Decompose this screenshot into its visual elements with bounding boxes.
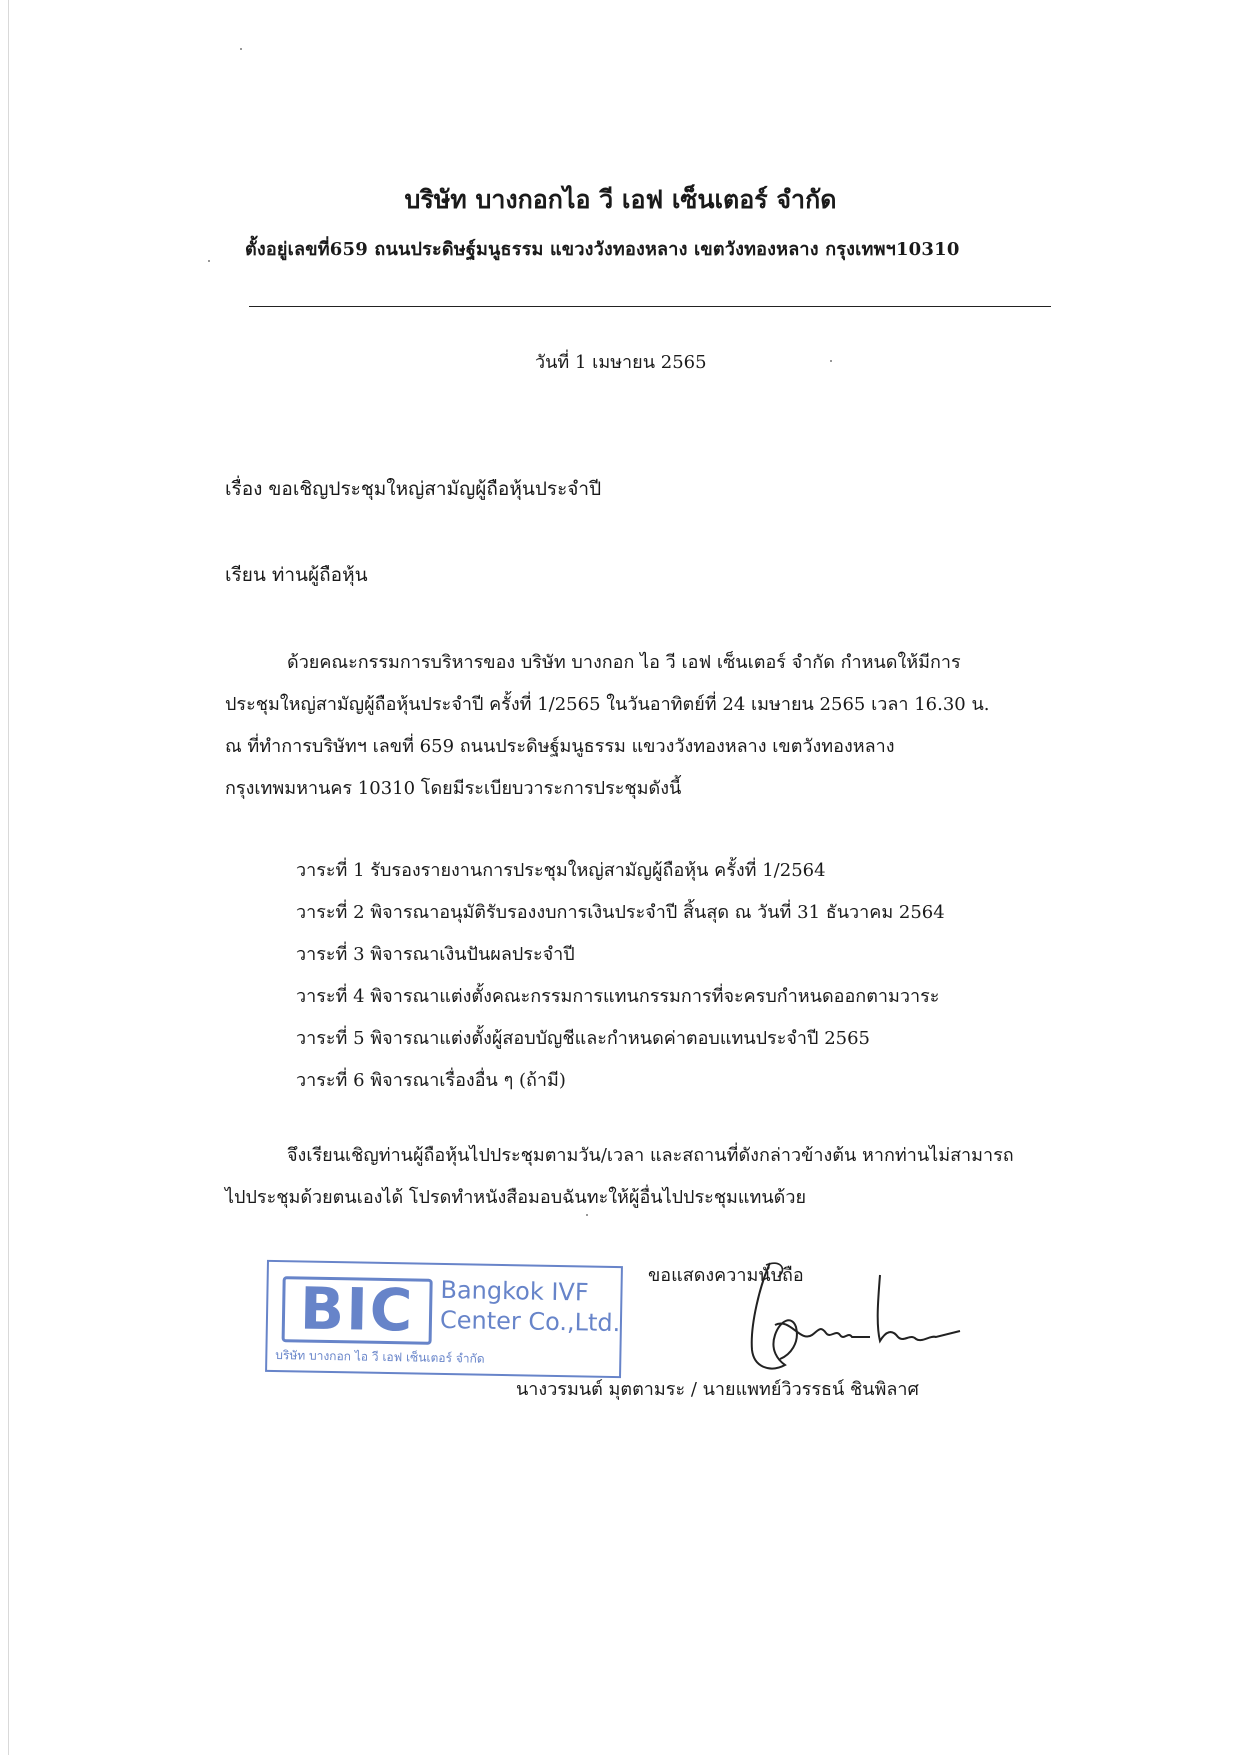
body-paragraph <box>225 642 1085 810</box>
stamp-logo: BIC <box>282 1276 433 1345</box>
stamp-english-line: Center Co.,Ltd. <box>439 1305 621 1338</box>
stamp-english-line: Bangkok IVF <box>440 1275 589 1307</box>
agenda-list <box>296 850 945 1102</box>
scan-edge-line <box>8 0 9 1755</box>
letter-recipient: เรียน ท่านผู้ถือหุ้น <box>225 564 368 586</box>
body-line: ณ ที่ทำการบริษัทฯ เลขที่ 659 ถนนประดิษฐ์มนูธรรม แขวงวังทองหลาง เขตวังทองหลาง <box>225 736 895 757</box>
closing-line: ไปประชุมด้วยตนเองได้ โปรดทำหนังสือมอบฉันทะให้ผู้อื่นไปประชุมแทนด้วย <box>225 1187 807 1208</box>
company-address: ตั้งอยู่เลขที่659 ถนนประดิษฐ์มนูธรรม แขวงวังทองหลาง เขตวังทองหลาง กรุงเทพฯ10310 <box>245 239 960 260</box>
agenda-item: วาระที่ 1 รับรองรายงานการประชุมใหญ่สามัญผู้ถือหุ้น ครั้งที่ 1/2564 <box>296 860 826 881</box>
stamp-thai-name: บริษัท บางกอก ไอ วี เอฟ เซ็นเตอร์ จำกัด <box>275 1348 485 1366</box>
agenda-item: วาระที่ 3 พิจารณาเงินปันผลประจำปี <box>296 944 575 965</box>
handwritten-signature <box>730 1255 980 1385</box>
agenda-item: วาระที่ 4 พิจารณาแต่งตั้งคณะกรรมการแทนกรรมการที่จะครบกำหนดออกตามวาระ <box>296 986 940 1007</box>
company-name: บริษัท บางกอกไอ วี เอฟ เซ็นเตอร์ จำกัด <box>404 185 837 214</box>
scan-speck <box>208 260 210 262</box>
closing-paragraph <box>225 1135 1105 1219</box>
body-line: ด้วยคณะกรรมการบริหารของ บริษัท บางกอก ไอ วี เอฟ เซ็นเตอร์ จำกัด กำหนดให้มีการ <box>287 652 961 673</box>
stamp-english-name <box>440 1275 621 1338</box>
closing-line: จึงเรียนเชิญท่านผู้ถือหุ้นไปประชุมตามวัน/เวลา และสถานที่ดังกล่าวข้างต้น หากท่านไม่สามารถ <box>287 1145 1014 1166</box>
scan-speck <box>240 48 242 50</box>
signatory-names: นางวรมนต์ มุตตามระ / นายแพทย์วิวรรธน์ ชินพิลาศ <box>516 1379 919 1400</box>
agenda-item: วาระที่ 2 พิจารณาอนุมัติรับรองงบการเงินประจำปี สิ้นสุด ณ วันที่ 31 ธันวาคม 2564 <box>296 902 945 923</box>
sign-off: ขอแสดงความนับถือ <box>648 1265 804 1286</box>
letter-date: วันที่ 1 เมษายน 2565 <box>535 352 707 373</box>
scan-speck <box>830 360 832 362</box>
letter-subject: เรื่อง ขอเชิญประชุมใหญ่สามัญผู้ถือหุ้นประจำปี <box>225 478 602 500</box>
scan-speck <box>586 1214 588 1216</box>
company-stamp <box>265 1260 623 1378</box>
body-line: ประชุมใหญ่สามัญผู้ถือหุ้นประจำปี ครั้งที่ 1/2565 ในวันอาทิตย์ที่ 24 เมษายน 2565 เวลา 16.30 น. <box>225 694 990 715</box>
agenda-item: วาระที่ 5 พิจารณาแต่งตั้งผู้สอบบัญชีและกำหนดค่าตอบแทนประจำปี 2565 <box>296 1028 870 1049</box>
header-divider <box>249 306 1051 307</box>
body-line: กรุงเทพมหานคร 10310 โดยมีระเบียบวาระการประชุมดังนี้ <box>225 778 682 799</box>
agenda-item: วาระที่ 6 พิจารณาเรื่องอื่น ๆ (ถ้ามี) <box>296 1070 566 1091</box>
